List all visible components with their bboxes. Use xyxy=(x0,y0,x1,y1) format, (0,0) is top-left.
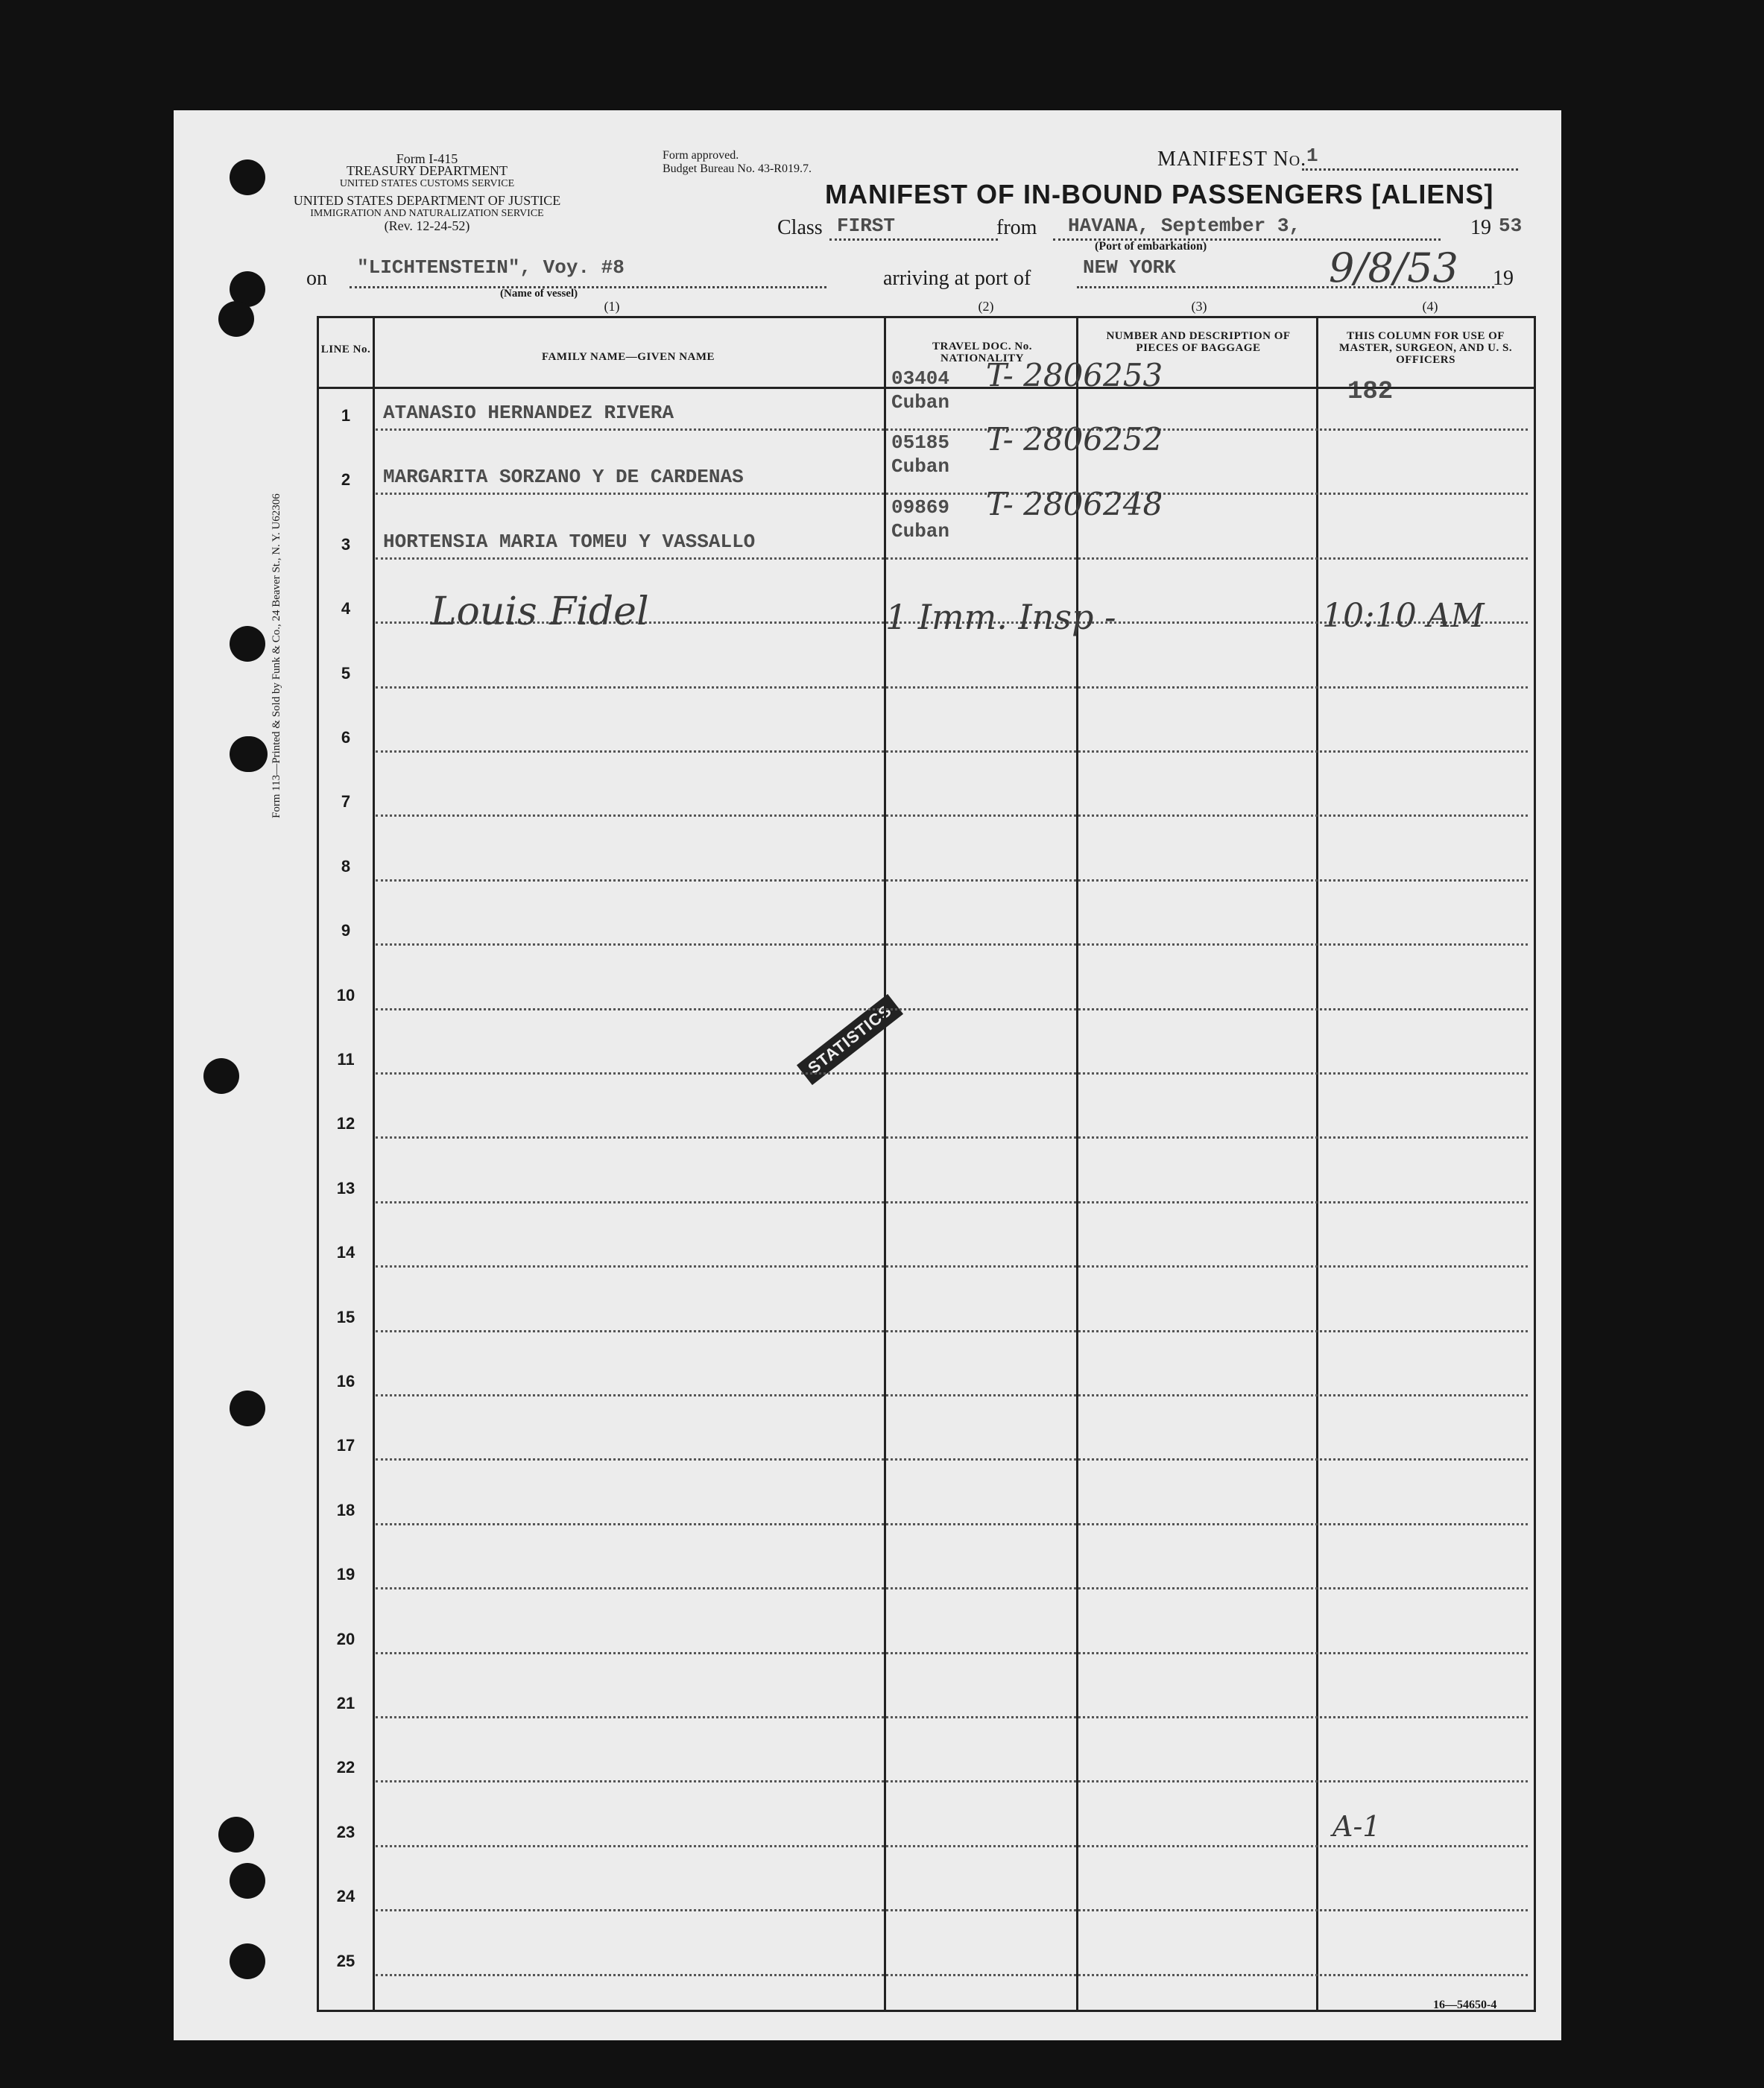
line-number: 11 xyxy=(337,1050,355,1069)
binder-hole xyxy=(218,301,254,337)
nationality: Cuban xyxy=(891,455,950,478)
form-number: Form I-415 xyxy=(396,151,458,166)
col-caption-4: (4) xyxy=(1422,299,1438,314)
embark-caption: (Port of embarkation) xyxy=(1095,240,1207,253)
nationality: Cuban xyxy=(891,391,950,414)
binder-hole xyxy=(230,1391,265,1426)
line-number: 2 xyxy=(341,470,351,490)
vessel-value: "LICHTENSTEIN", Voy. #8 xyxy=(357,256,625,279)
nationality: Cuban xyxy=(891,519,950,542)
line-number: 14 xyxy=(336,1243,355,1262)
col-header-name: FAMILY NAME—GIVEN NAME xyxy=(541,351,715,363)
row-dotted-line xyxy=(376,1780,1528,1782)
col-header-officers: THIS COLUMN FOR USE OF MASTER, SURGEON, AND U. S. OFFICERS xyxy=(1338,330,1513,366)
line-number: 3 xyxy=(341,534,351,554)
row-dotted-line xyxy=(376,1330,1528,1332)
row-dotted-line xyxy=(376,1008,1528,1010)
row-dotted-line xyxy=(376,428,1528,431)
row-dotted-line xyxy=(376,557,1528,560)
binder-hole xyxy=(230,1863,265,1899)
row-dotted-line xyxy=(376,943,1528,946)
officer-note: 182 xyxy=(1347,378,1394,406)
row-dotted-line xyxy=(376,1716,1528,1718)
line-number: 21 xyxy=(336,1694,355,1712)
line-number: 4 xyxy=(341,599,351,619)
ins-service: IMMIGRATION AND NATURALIZATION SERVICE xyxy=(310,208,544,219)
year-value: 53 xyxy=(1499,215,1523,237)
handwritten-a1: A-1 xyxy=(1333,1810,1381,1843)
handwritten-doc-number: T- 2806252 xyxy=(986,421,1163,458)
row-dotted-line xyxy=(376,1136,1528,1139)
line-number: 18 xyxy=(336,1500,355,1519)
handwritten-time: 10:10 AM xyxy=(1322,597,1485,635)
line-number: 23 xyxy=(336,1822,355,1841)
binder-hole xyxy=(230,159,265,195)
travel-doc-number: 05185 xyxy=(891,431,950,455)
arriving-label: arriving at port of xyxy=(883,267,1031,290)
row-dotted-line xyxy=(376,1523,1528,1525)
row-dotted-line xyxy=(376,493,1528,495)
on-label: on xyxy=(306,267,327,290)
class-line xyxy=(829,238,998,241)
treasury-dept: TREASURY DEPARTMENT xyxy=(346,163,508,178)
passenger-table xyxy=(317,316,1536,2012)
col-header-line: LINE No. xyxy=(320,344,371,355)
revision: (Rev. 12-24-52) xyxy=(384,218,470,233)
row-dotted-line xyxy=(376,879,1528,882)
passenger-name: ATANASIO HERNANDEZ RIVERA xyxy=(383,402,674,424)
vessel-line xyxy=(350,286,826,288)
handwritten-inspector-note: 1 Imm. Insp - xyxy=(885,597,1116,637)
form-approved: Form approved. xyxy=(663,149,739,162)
row-dotted-line xyxy=(376,1845,1528,1847)
vessel-caption: (Name of vessel) xyxy=(500,288,578,300)
col-caption-1: (1) xyxy=(604,299,620,314)
row-dotted-line xyxy=(376,686,1528,689)
manifest-no-value: 1 xyxy=(1306,145,1318,167)
row-dotted-line xyxy=(376,1974,1528,1976)
binder-hole xyxy=(218,1817,254,1853)
col-divider xyxy=(1076,318,1078,2010)
row-dotted-line xyxy=(376,1909,1528,1911)
from-label: from xyxy=(996,216,1037,239)
col-caption-3: (3) xyxy=(1191,299,1207,314)
line-number: 24 xyxy=(336,1887,355,1906)
line-number: 1 xyxy=(341,406,351,425)
col-caption-2: (2) xyxy=(978,299,994,314)
line-number: 25 xyxy=(336,1951,355,1970)
binder-hole xyxy=(230,1943,265,1979)
footer-code: 16—54650-4 xyxy=(1433,1999,1497,2011)
row-dotted-line xyxy=(376,1265,1528,1268)
line-number: 16 xyxy=(336,1372,355,1391)
row-dotted-line xyxy=(376,1652,1528,1654)
justice-dept: UNITED STATES DEPARTMENT OF JUSTICE xyxy=(293,193,561,208)
year-prefix: 19 xyxy=(1470,216,1491,239)
binder-hole xyxy=(203,1058,239,1094)
col-header-baggage: NUMBER AND DESCRIPTION OF PIECES OF BAGGAGE xyxy=(1106,330,1291,354)
line-number: 19 xyxy=(336,1565,355,1584)
port-value: NEW YORK xyxy=(1083,256,1176,279)
row-dotted-line xyxy=(376,1458,1528,1461)
line-number: 12 xyxy=(336,1114,355,1133)
line-number: 8 xyxy=(341,856,351,876)
line-number: 15 xyxy=(336,1307,355,1326)
printer-imprint: Form 113—Printed & Sold by Funk & Co., 24 Beaver St., N. Y. U62306 xyxy=(271,493,282,818)
row-dotted-line xyxy=(376,1201,1528,1203)
row-dotted-line xyxy=(376,814,1528,817)
line-number: 5 xyxy=(341,663,351,683)
row-dotted-line xyxy=(376,1072,1528,1075)
passenger-name: HORTENSIA MARIA TOMEU Y VASSALLO xyxy=(383,530,756,553)
page-title: MANIFEST OF IN-BOUND PASSENGERS [ALIENS] xyxy=(825,179,1494,209)
binder-hole xyxy=(230,626,265,662)
col-divider xyxy=(884,318,886,2010)
row-dotted-line xyxy=(376,750,1528,753)
manifest-no-line xyxy=(1302,168,1518,171)
from-value: HAVANA, September 3, xyxy=(1068,215,1301,237)
manifest-no-label: MANIFEST No. xyxy=(1157,148,1307,171)
passenger-name: MARGARITA SORZANO Y DE CARDENAS xyxy=(383,466,744,489)
binder-hole xyxy=(232,736,268,772)
class-value: FIRST xyxy=(837,215,896,237)
line-number: 22 xyxy=(336,1758,355,1777)
travel-doc-number: 09869 xyxy=(891,496,950,519)
budget-bureau: Budget Bureau No. 43-R019.7. xyxy=(663,162,812,175)
line-number: 6 xyxy=(341,728,351,747)
row-dotted-line xyxy=(376,1587,1528,1589)
row-dotted-line xyxy=(376,1394,1528,1396)
travel-doc-number: 03404 xyxy=(891,367,950,390)
handwritten-signature: Louis Fidel xyxy=(431,589,649,634)
customs-service: UNITED STATES CUSTOMS SERVICE xyxy=(339,178,515,189)
line-number: 9 xyxy=(341,921,351,940)
line-number: 20 xyxy=(336,1629,355,1648)
statistics-stamp: STATISTICS xyxy=(797,994,903,1085)
col-divider xyxy=(1316,318,1318,2010)
handwritten-doc-number: T- 2806253 xyxy=(986,357,1163,393)
class-label: Class xyxy=(777,216,823,239)
arrival-date: 9/8/53 xyxy=(1329,244,1458,291)
col-header-doc: TRAVEL DOC. No. NATIONALITY xyxy=(932,341,1032,364)
line-number: 7 xyxy=(341,792,351,812)
col-divider xyxy=(373,318,375,2010)
line-number: 17 xyxy=(336,1436,355,1455)
line-number: 10 xyxy=(336,985,355,1005)
date-suffix: 19 xyxy=(1493,267,1514,290)
line-number: 13 xyxy=(336,1178,355,1198)
handwritten-doc-number: T- 2806248 xyxy=(986,485,1163,522)
